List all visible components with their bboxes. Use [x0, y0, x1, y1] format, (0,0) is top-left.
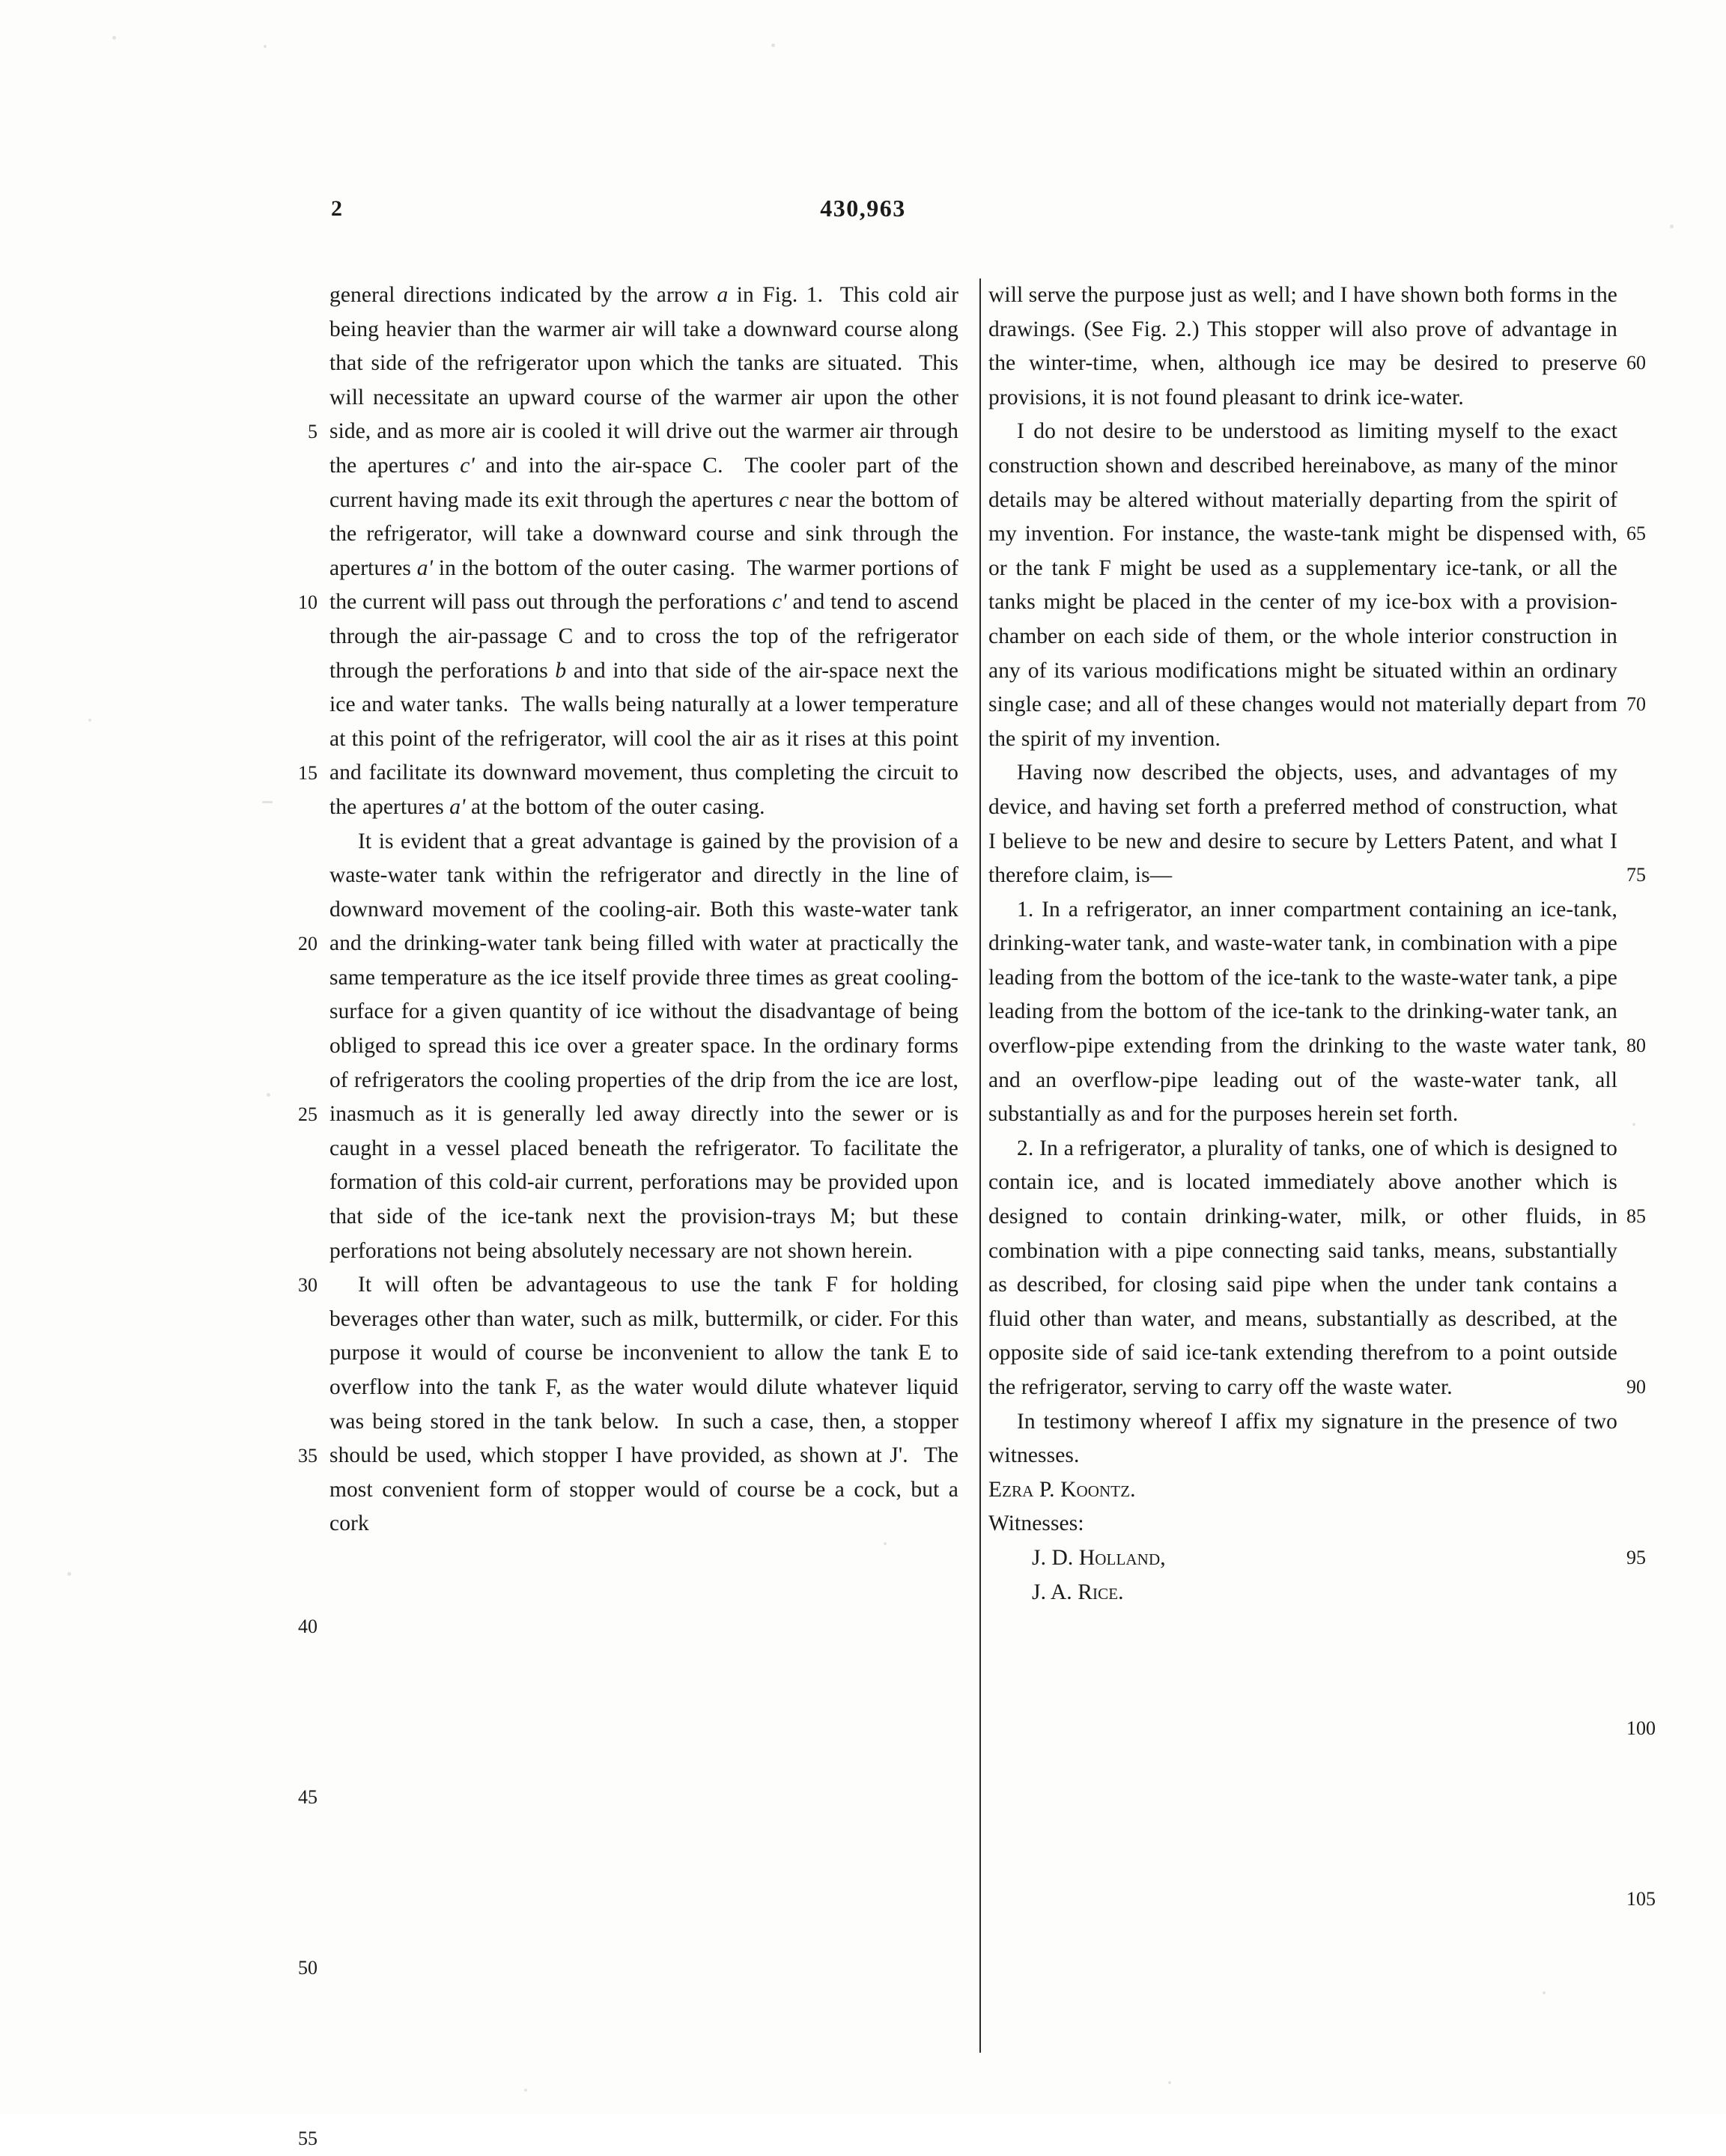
- witness-label: Witnesses:: [988, 1511, 1084, 1536]
- paper-speck: [88, 719, 91, 722]
- line-number: 55: [298, 2128, 317, 2149]
- line-number: 80: [1626, 1035, 1646, 1056]
- line-number: 85: [1626, 1205, 1646, 1227]
- line-number: 70: [1626, 693, 1646, 715]
- line-number: 25: [298, 1103, 317, 1125]
- body-columns: [298, 278, 1656, 2149]
- paper-speck: [262, 801, 273, 803]
- page-number: 2: [331, 196, 343, 221]
- paper-speck: [112, 36, 116, 40]
- paper-speck: [771, 43, 775, 47]
- line-number: 50: [298, 1957, 317, 1979]
- signature: Ezra P. Koontz.: [988, 1477, 1136, 1502]
- line-number: 95: [1626, 1547, 1646, 1568]
- paragraph: It is evident that a great advantage is gained by the provision of a waste-water tank within the refrigerator and directly in the line of downward movement of the cooling-air. Both this waste-water tank and the drinking-water tank being filled with water at practically the same temperature as the ice itself provide three times as great cooling-surface for a given quantity of ice without the disadvantage of being obliged to spread this ice over a greater space. In the ordinary forms of refrigerators the cooling properties of the drip from the ice are lost, inasmuch as it is generally led away directly into the sewer or is caught in a vessel placed beneath the refrigerator. To facilitate the formation of this cold-air current, perforations may be provided upon that side of the ice-tank next the provision-trays M; but these perforations not being absolutely necessary are not shown herein.: [329, 829, 958, 1263]
- line-number: 100: [1626, 1717, 1656, 1739]
- paper-speck: [1168, 2081, 1171, 2084]
- line-number: 35: [298, 1445, 317, 1467]
- line-number: 90: [1626, 1376, 1646, 1398]
- claim-paragraph: 1. In a refrigerator, an inner compartment containing an ice-tank, drinking-water tank, and waste-water tank, in combination with a pipe leading from the bottom of the ice-tank to the waste-water tank, a pipe leading from the bottom of the ice-tank to the drinking-water tank, an overflow-pipe extending from the drinking to the waste water tank, and an overflow-pipe leading out of the waste-water tank, all substantially as and for the purposes herein set forth.: [988, 897, 1617, 1127]
- line-number: 10: [298, 591, 317, 613]
- paper-speck: [264, 45, 267, 48]
- paper-speck: [1632, 1123, 1635, 1126]
- line-number: 40: [298, 1616, 317, 1637]
- left-column: [298, 278, 958, 2149]
- paper-speck: [67, 1572, 71, 1576]
- patent-number: 430,963: [820, 195, 906, 222]
- line-number: 60: [1626, 352, 1646, 374]
- line-number: 75: [1626, 864, 1646, 886]
- claim-paragraph: 2. In a refrigerator, a plurality of tanks, one of which is designed to contain ice, and is located immediately above another which is designed to contain drinking-water, milk, or other fluids, in combination with a pipe connecting said tanks, means, substantially as described, for closing said pipe when the under tank contains a fluid other than water, and means, substantially as described, at the opposite side of said ice-tank extending therefrom to a point outside the refrigerator, serving to carry off the waste water.: [988, 1136, 1617, 1399]
- line-number: 15: [298, 762, 317, 784]
- line-number: 105: [1626, 1888, 1656, 1910]
- paragraph: It will often be advantageous to use the tank F for holding beverages other than water, such as milk, buttermilk, or cider. For this purpose it would of course be inconvenient to allow the tank E to overflow into the tank F, as the water would dilute whatever liquid was being stored in the tank below. In such a case, then, a stopper should be used, which stopper I have provided, as shown at J'. The most convenient form of stopper would of course be a cock, but a cork: [329, 1273, 958, 1536]
- paragraph: Having now described the objects, uses, and advantages of my device, and having set forth a preferred method of construction, what I believe to be new and desire to secure by Letters Patent, and what I therefore claim, is—: [988, 761, 1617, 888]
- paragraph: I do not desire to be understood as limiting myself to the exact construction shown and described hereinabove, as many of the minor details may be altered without materially departing from the spirit of my invention. For instance, the waste-tank might be dispensed with, or the tank F might be used as a supplementary ice-tank, or all the tanks might be placed in the center of my ice-box with a provision-chamber on each side of them, or the whole interior construction in any of its various modifications might be situated within an ordinary single case; and all of these changes would not materially depart from the spirit of my invention.: [988, 419, 1617, 751]
- paper-speck: [524, 2089, 527, 2092]
- line-number: 65: [1626, 523, 1646, 544]
- paragraph: will serve the purpose just as well; and I have shown both forms in the drawings. (See Fig. 2.) This stopper will also prove of advantage in the winter-time, when, although ice may be desired to preserve provisions, it is not found pleasant to drink ice-water.: [988, 283, 1617, 409]
- right-column: [988, 278, 1656, 1910]
- witness-name: J. A. Rice.: [1032, 1580, 1124, 1604]
- paragraph: In testimony whereof I affix my signature in the presence of two witnesses.: [988, 1409, 1617, 1468]
- page-header: [0, 196, 1726, 226]
- paper-speck: [1543, 1991, 1546, 1994]
- witness-name: J. D. Holland,: [1032, 1545, 1166, 1570]
- line-number: 20: [298, 933, 317, 954]
- line-number: 45: [298, 1786, 317, 1808]
- paragraph: general directions indicated by the arrow a in Fig. 1. This cold air being heavier than the warmer air will take a downward course along that side of the refrigerator upon which the tanks are situated. This will necessitate an upward course of the warmer air upon the other side, and as more air is cooled it will drive out the warmer air through the apertures c' and into the air-space C. The cooler part of the current having made its exit through the apertures c near the bottom of the refrigerator, will take a downward course and sink through the apertures a' in the bottom of the outer casing. The warmer portions of the current will pass out through the perforations c' and tend to ascend through the air-passage C and to cross the top of the refrigerator through the perforations b and into that side of the air-space next the ice and water tanks. The walls being naturally at a lower temperature at this point of the refrigerator, will cool the air as it rises at this point and facilitate its downward movement, thus completing the circuit to the apertures a' at the bottom of the outer casing.: [329, 283, 958, 819]
- line-number: 5: [308, 421, 317, 442]
- paper-speck: [267, 1093, 270, 1097]
- line-number: 30: [298, 1274, 317, 1296]
